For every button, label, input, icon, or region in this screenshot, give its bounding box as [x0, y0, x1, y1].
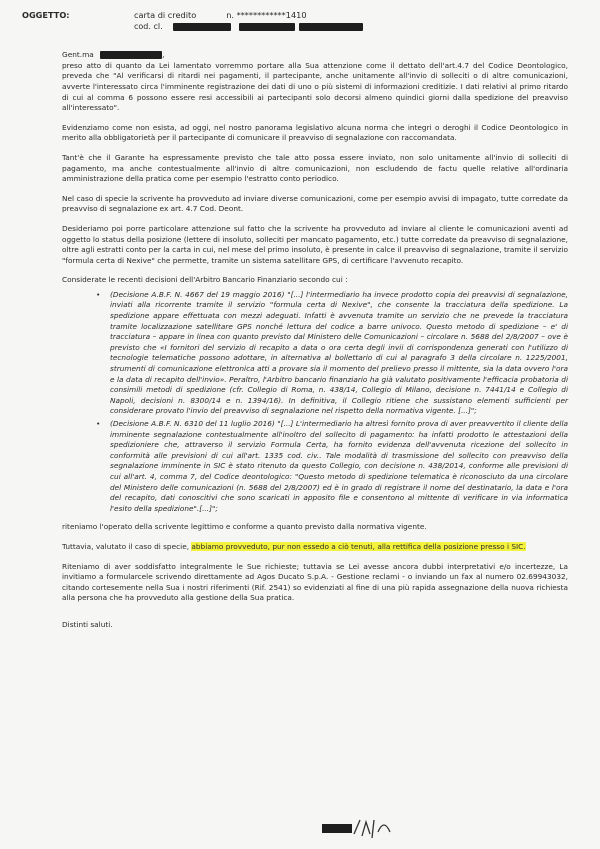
bullet-icon: •	[96, 419, 101, 428]
signature-mark	[320, 812, 410, 842]
signature-stroke	[354, 820, 390, 838]
closing: Distinti saluti.	[62, 619, 113, 629]
citation-text: (Decisione A.B.F. N. 4667 del 19 maggio 2016) "[...] l'intermediario ha invece prodotto copia dei preavvisi di segnalazione, inviati alla ricorrente tramite il servizio "formula certa di Nexive", che consente la tracciatura della spedizione. La spedizione appare effettuata con mezzi adeguati. Infatti è avvenuta tramite un servizio che ne prevede la tracciatura tramite localizzazione satellitare GPS nonché lettura del codice a barre univoco. Questo metodo di spedizione – e' di tracciatura – appare in linea con quanto previsto dal Ministero delle Comunicazioni – circolare n. 5688 del 2/8/2007 – ove è previsto che «I fornitori del servizio di recapito a data o ora certa degli invii di corrispondenza generati con l'utilizzo di tecnologie telematiche possono adottare, in alternativa al bollettario di cui al paragrafo 3 della circolare n. 1225/2001, strumenti di comunicazione elettronica atti a provare sia il momento del prelievo presso il mittente, sia la data ovvero l'ora e la data di recapito dell'invio». Peraltro, l'Arbitro bancario finanziario ha già valutato positivamente l'efficacia probatoria di consimili metodi di spedizione (cfr. Collegio di Roma, n. 438/14, Collegio di Milano, decisione n. 7441/14 e Collegio di Napoli, decisioni n. 8300/14 e n. 1394/16). In definitiva, il Collegio ritiene che sussistano elementi sufficienti per considerare provato l'invio del preavviso di segnalazione nel rispetto della normativa vigente. [...]";	[110, 289, 568, 416]
redaction-bar	[100, 51, 162, 59]
bullet-icon: •	[96, 289, 101, 299]
subject-line	[22, 10, 568, 21]
paragraph-3: Tant'è che il Garante ha espressamente previsto che tale atto possa essere inviato, non solo unitamente all'invio di solleciti di pagamento, ma anche contestualmente all'invio di altre comunicazioni, non escludendo de factu quelle relative all'ordinaria amministrazione della pratica come per esempio l'estratto conto periodico.	[62, 152, 568, 184]
citation-list	[62, 290, 568, 514]
paragraph-8	[62, 542, 568, 553]
subject-text: carta di credito	[134, 10, 197, 20]
paragraph-5: Desideriamo poi porre particolare attenzione sul fatto che la scrivente ha provveduto ad inviare al cliente le comunicazioni aventi ad oggetto lo status della posizione (lettere di insoluto, solleciti per mancato pagamento, etc.) tutte corredate da preavviso di segnalazione, oltre agli estratti conto per la carta in cui, nel mese del primo insoluto, è presente in calce il preavviso di segnalazione, tramite il servizio "formula certa di Nexive" che permette, tramite un sistema satellitare GPS, di certificare l'avvenuto recapito.	[62, 223, 568, 265]
paragraph-6: Considerate le recenti decisioni dell'Arbitro Bancario Finanziario secondo cui :	[62, 275, 348, 285]
highlighted-text: abbiamo provveduto, pur non essedo a ciò tenuti, alla rettifica della posizione presso i SIC.	[191, 541, 526, 551]
redaction-bar	[239, 23, 295, 31]
paragraph-4: Nel caso di specie la scrivente ha provveduto ad inviare diverse comunicazioni, come per esempio avvisi di impagato, tutte corredate da preavviso di segnalazione ex art. 4.7 Cod. Deont.	[62, 193, 568, 214]
paragraph-8-text: Tuttavia, valutato il caso di specie,	[62, 541, 192, 551]
redaction-bar	[299, 23, 363, 31]
greeting: Gent.ma ,	[62, 50, 165, 60]
paragraph-2: Evidenziamo come non esista, ad oggi, nel nostro panorama legislativo alcuna norma che integri o deroghi il Codice Deontologico in merito alla obbligatorietà per il partecipante di comunicare il preavviso di segnalazione con raccomandata.	[62, 122, 568, 143]
paragraph-9: Riteniamo di aver soddisfatto integralmente le Sue richieste; tuttavia se Lei avesse ancora dubbi interpretativi e/o incertezze, La invitiamo a formularcele scrivendo direttamente ad Agos Ducato S.p.A. - Gestione reclami - o inviando un fax al numero 02.69943032, citando cortesemente nella Sua i nostri riferimenti (Rif. 2541) so evidenziati al fine di una più rapida assegnazione della nuova richiesta alla persona che ha provveduto alla gestione della Sua pratica.	[62, 561, 568, 603]
customer-code-row	[134, 22, 568, 33]
redaction-bar	[322, 824, 352, 833]
greeting-text: Gent.ma	[62, 50, 94, 60]
citation-text: (Decisione A.B.F. N. 6310 del 11 luglio 2016) "[...] L'intermediario ha altresì fornito prova di aver preavvertito il cliente della imminente segnalazione contestualmente all'inoltro del sollecito di pagamento: ha infatti prodotto le attestazioni della spedizioniere che, attraverso il servizio Formula Certa, ha fornito evidenza dell'avvenuta ricezione del sollecito in conformità alle previsioni di cui all'art. 1335 cod. civ.. Tale modalità di trasmissione del sollecito con preavviso della segnalazione imminente in SIC è stato ritenuto da questo Collegio, con decisione n. 438/2014, conforme alle previsioni di cui all'art. 4, comma 7, del Codice deontologico: "Questo metodo di spedizione telematica è riconosciuto da una circolare del Ministero delle comunicazioni (n. 5688 del 2/8/2007) ed è in grado di registrare il nome del destinatario, la data e l'ora del recapito, dati conoscitivi che sono scaricati in apposito file e consentono al mittente di verificare in via informatica l'esito della spedizione".[...]";	[110, 419, 568, 513]
subject-label: OGGETTO:	[22, 10, 70, 20]
card-number: n. ************1410	[226, 10, 307, 20]
paragraph-7: riteniamo l'operato della scrivente legittimo e conforme a quanto previsto dalla normativa vigente.	[62, 522, 427, 532]
citation-item	[96, 419, 568, 514]
customer-code-label: cod. cl.	[134, 21, 163, 31]
citation-item	[96, 289, 568, 417]
redaction-bar	[173, 23, 231, 31]
paragraph-1: preso atto di quanto da Lei lamentato vorremmo portare alla Sua attenzione come il dettato dell'art.4.7 del Codice Deontologico, preveda che "Al verificarsi di ritardi nei pagamenti, il partecipante, anche unitamente all'invio di solleciti o di altre comunicazioni, avverte l'interessato circa l'imminente registrazione dei dati di uno o più sistemi di informazioni creditizie. I dati relativi al primo ritardo di cui al comma 6 possono essere resi accessibili ai partecipanti solo decorsi almeno quindici giorni dalla spedizione del preavviso all'interessato".	[62, 60, 568, 113]
